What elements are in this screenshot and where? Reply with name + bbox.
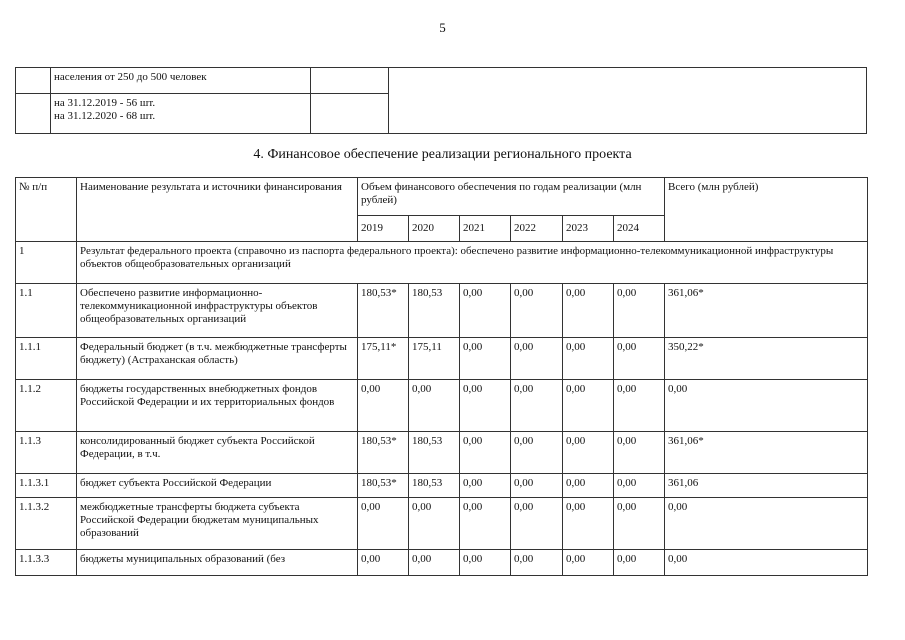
row-name: Обеспечено развитие информационно-телекоммуникационной инфраструктуры объектов общеобразовательных организаций xyxy=(77,284,358,338)
row-num: 1.1.3.2 xyxy=(16,498,77,550)
row-total: 0,00 xyxy=(665,498,868,550)
row-value-2024: 0,00 xyxy=(614,474,665,498)
table-row xyxy=(16,380,868,432)
row-value-2024: 0,00 xyxy=(614,284,665,338)
header-year-2020: 2020 xyxy=(409,216,460,242)
row-value-2020: 175,11 xyxy=(409,338,460,380)
count-2019: на 31.12.2019 - 56 шт. xyxy=(54,97,156,109)
row-value-2021: 0,00 xyxy=(460,284,511,338)
row-value-2024: 0,00 xyxy=(614,432,665,474)
row-total: 350,22* xyxy=(665,338,868,380)
count-2020: на 31.12.2020 - 68 шт. xyxy=(54,110,156,122)
row-value-2021: 0,00 xyxy=(460,474,511,498)
table-row xyxy=(16,432,868,474)
row-value-2023: 0,00 xyxy=(563,284,614,338)
table-row xyxy=(16,284,868,338)
row-value-2022: 0,00 xyxy=(511,550,563,576)
header-volume: Объем финансового обеспечения по годам реализации (млн рублей) xyxy=(358,178,665,216)
row-value-2019: 0,00 xyxy=(358,550,409,576)
row-name: Федеральный бюджет (в т.ч. межбюджетные трансферты бюджету) (Астраханская область) xyxy=(77,338,358,380)
row-num: 1.1.3.3 xyxy=(16,550,77,576)
row-value-2020: 0,00 xyxy=(409,498,460,550)
row-num: 1.1.3 xyxy=(16,432,77,474)
row-value-2022: 0,00 xyxy=(511,432,563,474)
continuation-text-1: населения от 250 до 500 человек xyxy=(51,68,311,94)
row-num: 1.1.1 xyxy=(16,338,77,380)
continuation-text-2 xyxy=(51,94,311,134)
section-num: 1 xyxy=(16,242,77,284)
row-value-2023: 0,00 xyxy=(563,432,614,474)
row-value-2022: 0,00 xyxy=(511,498,563,550)
row-value-2023: 0,00 xyxy=(563,380,614,432)
row-value-2023: 0,00 xyxy=(563,550,614,576)
row-name: бюджет субъекта Российской Федерации xyxy=(77,474,358,498)
page-number: 5 xyxy=(439,20,446,35)
row-total: 361,06 xyxy=(665,474,868,498)
row-num: 1.1.2 xyxy=(16,380,77,432)
section-title: 4. Финансовое обеспечение реализации регионального проекта xyxy=(253,147,632,162)
empty-cell xyxy=(311,94,389,134)
header-total: Всего (млн рублей) xyxy=(665,178,868,242)
row-value-2021: 0,00 xyxy=(460,432,511,474)
header-year-2019: 2019 xyxy=(358,216,409,242)
row-value-2022: 0,00 xyxy=(511,380,563,432)
row-value-2020: 0,00 xyxy=(409,550,460,576)
row-value-2024: 0,00 xyxy=(614,498,665,550)
row-value-2022: 0,00 xyxy=(511,474,563,498)
row-value-2024: 0,00 xyxy=(614,338,665,380)
row-name: межбюджетные трансферты бюджета субъекта Российской Федерации бюджетам муниципальных образований xyxy=(77,498,358,550)
financing-table xyxy=(15,177,868,576)
row-value-2021: 0,00 xyxy=(460,550,511,576)
section-row xyxy=(16,242,868,284)
row-value-2020: 180,53 xyxy=(409,284,460,338)
header-year-2023: 2023 xyxy=(563,216,614,242)
row-value-2021: 0,00 xyxy=(460,498,511,550)
table-row xyxy=(16,338,868,380)
row-value-2019: 0,00 xyxy=(358,498,409,550)
row-value-2022: 0,00 xyxy=(511,338,563,380)
empty-cell xyxy=(389,68,867,134)
header-year-2022: 2022 xyxy=(511,216,563,242)
row-total: 0,00 xyxy=(665,380,868,432)
table-row xyxy=(16,550,868,576)
continuation-table xyxy=(15,67,867,134)
row-name: консолидированный бюджет субъекта Российской Федерации, в т.ч. xyxy=(77,432,358,474)
row-value-2023: 0,00 xyxy=(563,498,614,550)
header-year-2021: 2021 xyxy=(460,216,511,242)
row-num: 1.1 xyxy=(16,284,77,338)
row-total: 361,06* xyxy=(665,432,868,474)
row-total: 0,00 xyxy=(665,550,868,576)
empty-cell xyxy=(16,68,51,94)
row-value-2019: 180,53* xyxy=(358,284,409,338)
row-value-2019: 180,53* xyxy=(358,432,409,474)
table-row xyxy=(16,474,868,498)
row-value-2020: 180,53 xyxy=(409,474,460,498)
row-value-2019: 175,11* xyxy=(358,338,409,380)
row-value-2021: 0,00 xyxy=(460,380,511,432)
row-value-2021: 0,00 xyxy=(460,338,511,380)
row-value-2019: 180,53* xyxy=(358,474,409,498)
row-total: 361,06* xyxy=(665,284,868,338)
empty-cell xyxy=(16,94,51,134)
row-name: бюджеты государственных внебюджетных фондов Российской Федерации и их территориальных фондов xyxy=(77,380,358,432)
row-value-2019: 0,00 xyxy=(358,380,409,432)
row-value-2020: 0,00 xyxy=(409,380,460,432)
row-value-2024: 0,00 xyxy=(614,380,665,432)
empty-cell xyxy=(311,68,389,94)
header-name: Наименование результата и источники финансирования xyxy=(77,178,358,242)
row-value-2024: 0,00 xyxy=(614,550,665,576)
header-year-2024: 2024 xyxy=(614,216,665,242)
section-text: Результат федерального проекта (справочно из паспорта федерального проекта): обеспечено развитие информационно-телекоммуникационной инфраструктуры объектов общеобразовательных организаций xyxy=(77,242,868,284)
row-value-2023: 0,00 xyxy=(563,474,614,498)
row-value-2020: 180,53 xyxy=(409,432,460,474)
row-value-2022: 0,00 xyxy=(511,284,563,338)
row-value-2023: 0,00 xyxy=(563,338,614,380)
row-num: 1.1.3.1 xyxy=(16,474,77,498)
table-row xyxy=(16,498,868,550)
header-num: № п/п xyxy=(16,178,77,242)
row-name: бюджеты муниципальных образований (без xyxy=(77,550,358,576)
